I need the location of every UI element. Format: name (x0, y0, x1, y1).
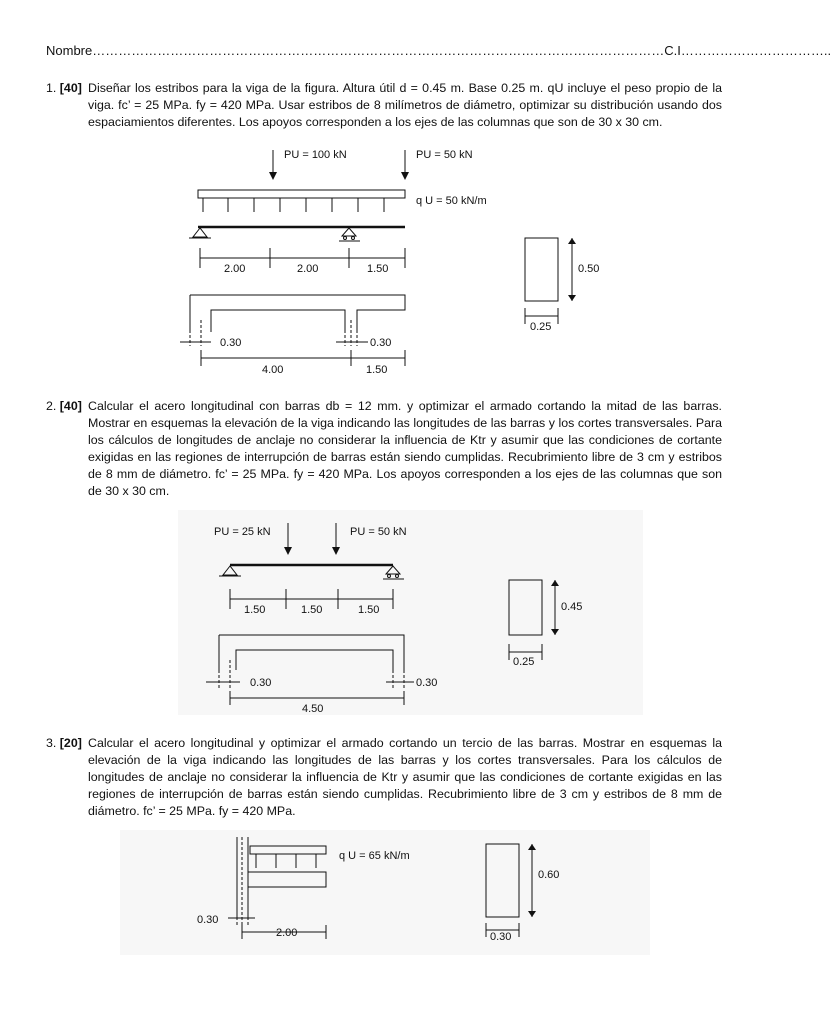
fig2-elev-dim: 4.50 (302, 703, 324, 715)
figure-1 (0, 140, 768, 380)
fig2-span-2: 1.50 (301, 604, 323, 616)
fig2-load-right: PU = 50 kN (350, 526, 407, 538)
fig2-section-height: 0.45 (561, 601, 583, 613)
fig1-elev-2: 1.50 (366, 364, 388, 376)
fig1-span-3: 1.50 (367, 263, 389, 275)
problem-3 (46, 735, 722, 820)
fig1-section-width: 0.25 (530, 321, 552, 333)
problem-1-text: Diseñar los estribos para la viga de la figura. Altura útil d = 0.45 m. Base 0.25 m. qU incluye el peso propio de la viga. fc’ = 25 MPa. fy = 420 MPa. Usar estribos de 8 milímetros de diámetro, optimizar su distribución usando dos espaciamientos diferentes. Los apoyos corresponden a los ejes de las columnas que son de 30 x 30 cm. (88, 81, 722, 129)
fig3-section-height: 0.60 (538, 869, 560, 881)
fig1-col-right: 0.30 (370, 337, 392, 349)
fig1-section-height: 0.50 (578, 263, 600, 275)
ci-dots: …………………………….. (680, 43, 831, 58)
fig1-load-right: PU = 50 kN (416, 149, 473, 161)
fig2-section-width: 0.25 (513, 656, 535, 668)
ci-label: C.I (664, 43, 681, 58)
fig3-length: 2.00 (276, 927, 298, 939)
fig1-load-left: PU = 100 kN (284, 149, 347, 161)
problem-2 (46, 398, 722, 500)
nombre-label: Nombre (46, 43, 93, 58)
fig1-elev-1: 4.00 (262, 364, 284, 376)
fig3-col-width: 0.30 (197, 914, 219, 926)
fig2-span-1: 1.50 (244, 604, 266, 616)
fig2-col-right: 0.30 (416, 677, 438, 689)
fig1-dist-load: q U = 50 kN/m (416, 195, 487, 207)
problem-1 (46, 80, 722, 131)
problem-1-number: 1. (46, 81, 57, 95)
nombre-dots: …………………………………………………………………………………………………………………… (92, 43, 665, 58)
problem-2-number: 2. (46, 399, 57, 413)
fig3-section-width: 0.30 (490, 931, 512, 943)
problem-3-text: Calcular el acero longitudinal y optimizar el armado cortando un tercio de las barras. Mostrar en esquemas la elevación de la viga indicando las longitudes de las barras y los cortes transversales. Para los cálculos de longitudes de anclaje no considerar la influencia de Ktr y asumir que las condiciones de cortante exigidas en las regiones de interrupción de barras están siendo cumplidas. Recubrimiento libre de 3 cm y estribos de 8 mm de diámetro. fc’ = 25 MPa. fy = 420 MPa. (88, 736, 722, 818)
fig1-span-1: 2.00 (224, 263, 246, 275)
problem-2-points: [40] (59, 399, 82, 413)
problem-2-text: Calcular el acero longitudinal con barras db = 12 mm. y optimizar el armado cortando la mitad de las barras. Mostrar en esquemas la elevación de la viga indicando las longitudes de las barras y los cortes transversales. Para los cálculos de longitudes de anclaje no considerar la influencia de Ktr y asumir que las condiciones de cortante exigidas en las regiones de interrupción de barras están siendo cumplidas. Recubrimiento libre de 3 cm y estribos de 8 mm de diámetro. fc’ = 25 MPa. fy = 420 MPa. Los apoyos corresponden a los ejes de las columnas que son de 30 x 30 cm. (88, 399, 722, 498)
fig2-load-left: PU = 25 kN (214, 526, 271, 538)
fig3-dist-load: q U = 65 kN/m (339, 850, 410, 862)
fig1-span-2: 2.00 (297, 263, 319, 275)
problem-3-points: [20] (59, 736, 82, 750)
figure-2 (0, 515, 768, 715)
problem-3-number: 3. (46, 736, 57, 750)
figure-3 (0, 832, 768, 962)
name-line (46, 43, 831, 58)
fig2-col-left: 0.30 (250, 677, 272, 689)
problem-1-points: [40] (59, 81, 82, 95)
fig1-col-left: 0.30 (220, 337, 242, 349)
fig2-span-3: 1.50 (358, 604, 380, 616)
